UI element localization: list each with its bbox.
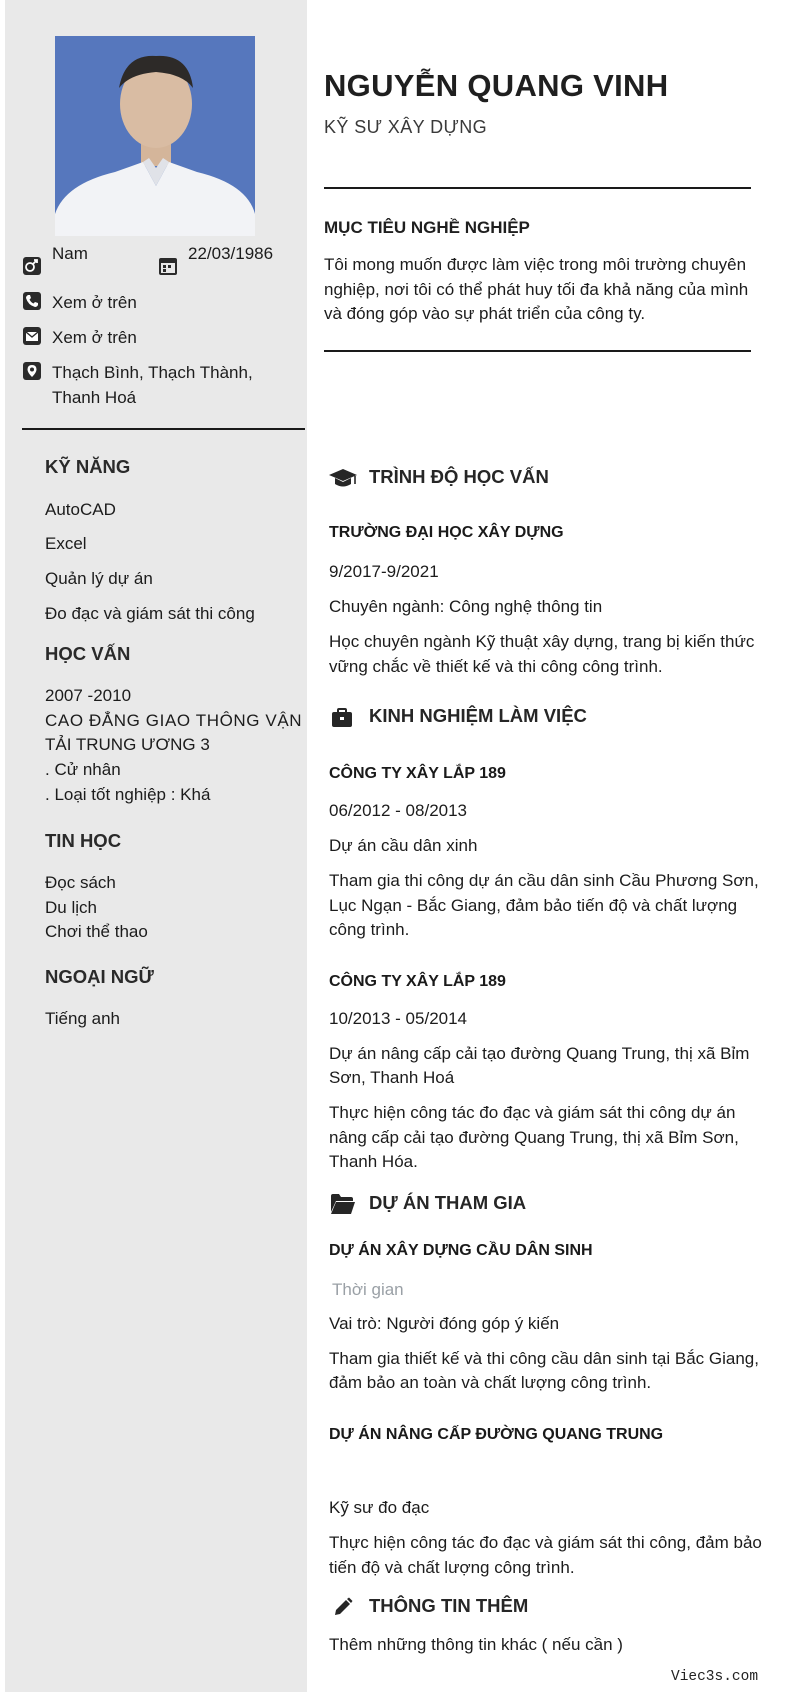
- project-name: DỰ ÁN XÂY DỰNG CẦU DÂN SINH: [329, 1242, 593, 1259]
- job-role: Sơn, Thanh Hoá: [329, 1068, 455, 1087]
- project-time: Thời gian: [332, 1280, 404, 1299]
- education-school-line1: CAO ĐẲNG GIAO THÔNG VẬN: [45, 711, 303, 730]
- project-role: Vai trò: Người đóng góp ý kiến: [329, 1314, 560, 1333]
- job-role: Dự án nâng cấp cải tạo đường Quang Trung, thị xã Bỉm: [329, 1044, 750, 1063]
- experience-title: KINH NGHIỆM LÀM VIỆC: [369, 705, 587, 726]
- person-photo-illustration: [55, 36, 255, 236]
- job-period: 10/2013 - 05/2014: [329, 1009, 468, 1028]
- education-school: TRƯỜNG ĐẠI HỌC XÂY DỰNG: [329, 524, 564, 541]
- education-major: Chuyên ngành: Công nghệ thông tin: [329, 597, 603, 616]
- project-name: DỰ ÁN NÂNG CẤP ĐƯỜNG QUANG TRUNG: [329, 1426, 664, 1443]
- project-desc-line: tiến độ và chất lượng công trình.: [329, 1558, 575, 1577]
- education-year: 2007 -2010: [45, 686, 132, 705]
- education-period: 9/2017-9/2021: [329, 562, 439, 581]
- additional-text: Thêm những thông tin khác ( nếu cần ): [329, 1635, 623, 1654]
- phone-value: Xem ở trên: [52, 293, 137, 312]
- project-role: Kỹ sư đo đạc: [329, 1498, 430, 1517]
- job-desc-line: công trình.: [329, 920, 410, 939]
- job-desc-line: Thanh Hóa.: [329, 1152, 418, 1171]
- education-desc-line: Học chuyên ngành Kỹ thuật xây dựng, trang bị kiến thức: [329, 632, 755, 651]
- job-role: Dự án cầu dân xinh: [329, 836, 478, 855]
- folder-icon: [330, 1193, 356, 1215]
- objective-line: nghiệp, nơi tôi có thể phát huy tối đa khả năng của mình: [324, 280, 749, 299]
- language-item: Tiếng anh: [45, 1009, 120, 1028]
- education-degree: . Cử nhân: [45, 760, 121, 779]
- watermark: Viec3s.com: [671, 1669, 759, 1685]
- sidebar-divider: [22, 428, 305, 430]
- job-company: CÔNG TY XÂY LẮP 189: [329, 973, 506, 990]
- objective-line: và đóng góp vào sự phát triển của công ty.: [324, 304, 646, 323]
- gender-icon: [22, 256, 42, 276]
- job-period: 06/2012 - 08/2013: [329, 801, 468, 820]
- job-desc-line: Thực hiện công tác đo đạc và giám sát thi công dự án: [329, 1103, 736, 1122]
- hobby-item: Du lịch: [45, 898, 97, 917]
- hobbies-title: TIN HỌC: [45, 830, 122, 851]
- job-desc-line: Lục Ngạn - Bắc Giang, đảm bảo tiến độ và chất lượng: [329, 896, 738, 915]
- skills-title: KỸ NĂNG: [45, 456, 131, 477]
- address-line2: Thanh Hoá: [52, 388, 137, 407]
- skill-item: Đo đạc và giám sát thi công: [45, 604, 255, 623]
- project-desc-line: đảm bảo an toàn và chất lượng công trình.: [329, 1373, 652, 1392]
- skill-item: Excel: [45, 534, 87, 553]
- education-desc-line: vững chắc về thiết kế và thi công công trình.: [329, 657, 663, 676]
- objective-line: Tôi mong muốn được làm việc trong môi trường chuyên: [324, 255, 747, 274]
- skill-item: AutoCAD: [45, 500, 116, 519]
- skill-item: Quản lý dự án: [45, 569, 153, 588]
- phone-icon: [22, 291, 42, 311]
- objective-title: MỤC TIÊU NGHỀ NGHIỆP: [324, 218, 530, 237]
- objective-divider: [324, 350, 751, 352]
- email-value: Xem ở trên: [52, 328, 137, 347]
- location-icon: [22, 361, 42, 381]
- job-desc-line: Tham gia thi công dự án cầu dân sinh Cầu Phương Sơn,: [329, 871, 759, 890]
- languages-title: NGOẠI NGỮ: [45, 966, 154, 987]
- email-icon: [22, 326, 42, 346]
- calendar-icon: [158, 256, 178, 276]
- education-grade: . Loại tốt nghiệp : Khá: [45, 785, 211, 804]
- briefcase-icon: [331, 708, 353, 728]
- graduation-cap-icon: [328, 468, 358, 490]
- pencil-icon: [333, 1597, 353, 1617]
- education-sidebar-title: HỌC VẤN: [45, 643, 131, 664]
- hobby-item: Đọc sách: [45, 873, 116, 892]
- job-desc-line: nâng cấp cải tạo đường Quang Trung, thị xã Bỉm Sơn,: [329, 1128, 739, 1147]
- job-title: KỸ SƯ XÂY DỰNG: [324, 117, 488, 137]
- education-title: TRÌNH ĐỘ HỌC VẤN: [369, 466, 549, 487]
- hobby-item: Chơi thể thao: [45, 922, 148, 941]
- gender-value: Nam: [52, 244, 88, 263]
- address-line1: Thạch Bình, Thạch Thành,: [52, 363, 253, 382]
- birthday-value: 22/03/1986: [188, 244, 274, 263]
- job-company: CÔNG TY XÂY LẮP 189: [329, 765, 506, 782]
- projects-title: DỰ ÁN THAM GIA: [369, 1192, 527, 1213]
- additional-title: THÔNG TIN THÊM: [369, 1595, 529, 1616]
- project-desc-line: Tham gia thiết kế và thi công cầu dân sinh tại Bắc Giang,: [329, 1349, 759, 1368]
- project-desc-line: Thực hiện công tác đo đạc và giám sát thi công, đảm bảo: [329, 1533, 762, 1552]
- profile-photo: [55, 36, 255, 236]
- full-name: NGUYỄN QUANG VINH: [324, 68, 669, 103]
- header-divider: [324, 187, 751, 189]
- education-school-line2: TẢI TRUNG ƯƠNG 3: [45, 735, 210, 754]
